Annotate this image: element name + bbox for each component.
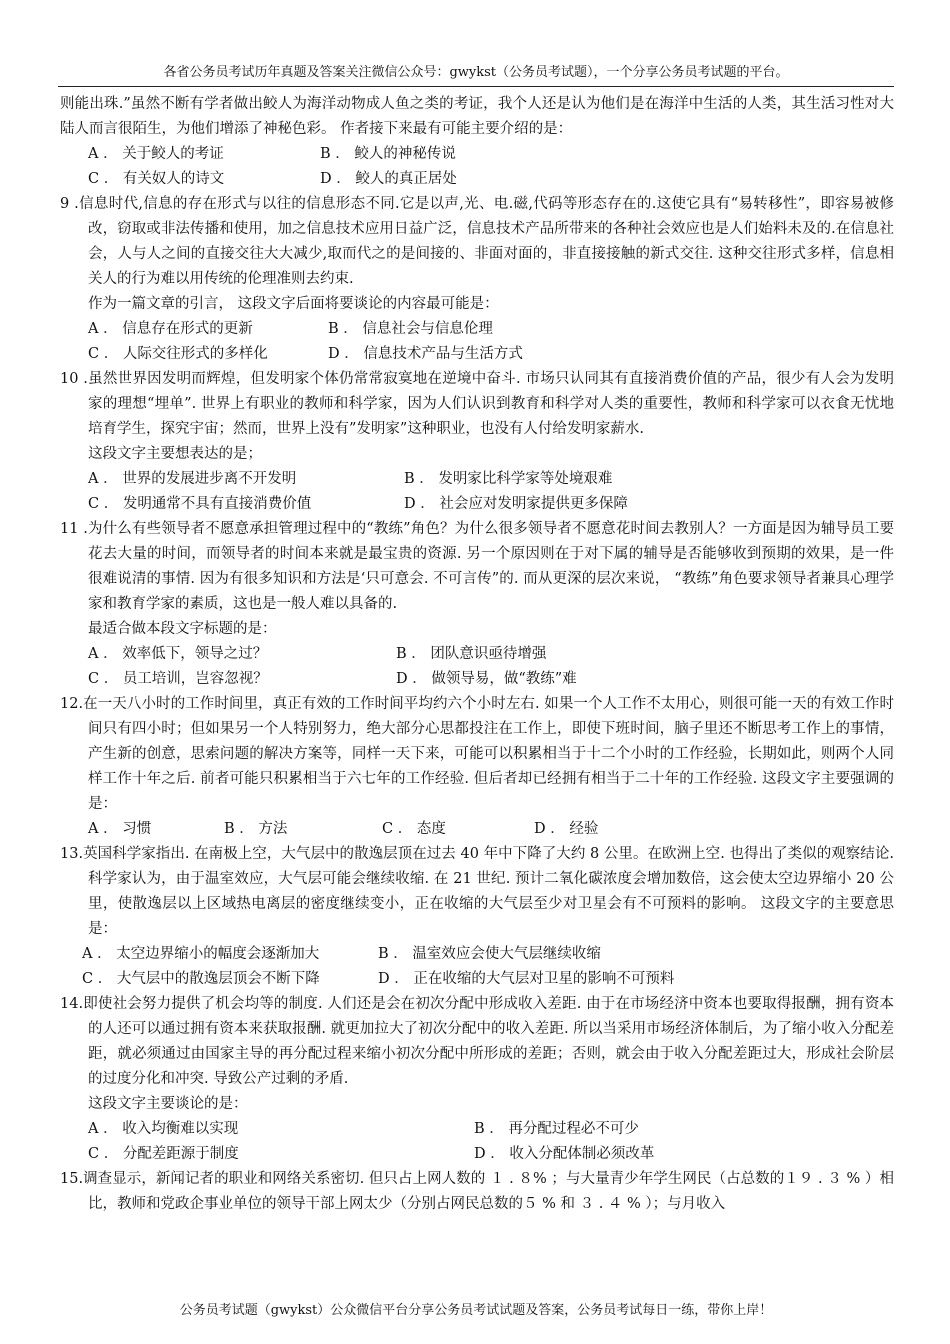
question-14 [60, 992, 894, 1167]
option-a: A ． 效率低下，领导之过？ [88, 646, 268, 662]
question-number: 12. [60, 696, 84, 712]
question-text: 为什么有些领导者不愿意承担管理过程中的“教练”角色？为什么很多领导者不愿意花时间去教别人？一方面是因为辅导员工要花去大量的时间，而领导者的时间本来就是最宝贵的资源. 另一个原因则在于对下属的辅导是否能够收到预期的效果，是一件很难说清的事情. 因为有很多知识和方法是‘只可意会. 不可言传”的. 而从更深的层次来说， “教练”角色要求领导者兼具心理学家和教育学家的素质，这也是一般人难以具备的. [87, 521, 894, 612]
option-row [88, 1142, 894, 1167]
question-13 [60, 842, 894, 992]
question-number: 10 . [60, 371, 88, 387]
option-b: B ． 发明家比科学家等处境艰难 [404, 471, 613, 487]
option-row [82, 967, 894, 992]
option-row [88, 817, 894, 842]
option-c: C ． 态度 [382, 821, 446, 837]
question-text: 信息时代,信息的存在形式与以往的信息形态不同.它是以声,光、电.磁,代码等形态存在的.这使它具有“易转移性”，即容易被修改，窃取或非法传播和使用，加之信息技术应用日益广泛，信息技术产品所带来的各种社会效应也是人们始料未及的.在信息社会，人与人之间的直接交往大大减少,取而代之的是间接的、非面对面的，非直接接触的新式交往. 这种交往形式多样，信息相关人的行为难以用传统的伦理准则去约束. [78, 196, 894, 287]
option-a: A ． 习惯 [88, 821, 152, 837]
option-c: C ． 分配差距源于制度 [88, 1146, 239, 1162]
question-text: 在一天八小时的工作时间里，真正有效的工作时间平均约六个小时左右. 如果一个人工作不太用心，则很可能一天的有效工作时间只有四小时；但如果另一个人特别努力，绝大部分心思都投注在工作上，即使下班时间，脑子里还不断思考工作上的事情，产生新的创意，思索问题的解决方案等，同样一天下来，可能可以积累相当于十二个小时的工作经验，长期如此，则两个人同样工作十年之后. 前者可能只积累相当于六七年的工作经验. 但后者却已经拥有相当于二十年的工作经验. 这段文字主要强调的是： [83, 696, 894, 812]
option-d: D ． 正在收缩的大气层对卫星的影响不可预料 [378, 971, 675, 987]
question-prompt: 作为一篇文章的引言， 这段文字后面将要谈论的内容最可能是： [88, 296, 499, 312]
option-a: A ． 世界的发展进步离不开发明 [88, 471, 297, 487]
question-10 [60, 367, 894, 517]
question-text: 调查显示，新闻记者的职业和网络关系密切. 但只占上网人数的 １ . ８% ；与大量青少年学生网民（占总数的１９ . ３ % ）相比，教师和党政企事业单位的领导干部上网太少（分别占网民总数的５ % 和 ３ . ４ % ）；与月收入 [83, 1171, 894, 1212]
option-d: D ． 信息技术产品与生活方式 [328, 346, 523, 362]
header-rule [58, 86, 894, 87]
option-b: B ． 信息社会与信息伦理 [328, 321, 493, 337]
option-b: B ． 方法 [224, 821, 288, 837]
option-row [88, 467, 894, 492]
question-prompt: 这段文字主要谈论的是： [88, 1096, 248, 1112]
option-row [82, 942, 894, 967]
page-header: 各省公务员考试历年真题及答案关注微信公众号：gwykst（公务员考试题），一个分享公务员考试题的平台。 [163, 65, 789, 80]
option-a: A ． 太空边界缩小的幅度会逐渐加大 [82, 946, 320, 962]
intro-text: 则能出珠.”虽然不断有学者做出鲛人为海洋动物成人鱼之类的考证，我个人还是认为他们是在海洋中生活的人类，其生活习性对大陆人而言很陌生，为他们增添了神秘色彩。 作者接下来最有可能主要介绍的是： [60, 96, 894, 137]
option-c: C ． 有关奴人的诗文 [88, 171, 225, 187]
question-12 [60, 692, 894, 842]
option-c: C ． 发明通常不具有直接消费价值 [88, 496, 312, 512]
option-row [88, 317, 894, 342]
question-number: 11 . [60, 521, 88, 537]
option-a: A ． 关于鲛人的考证 [88, 146, 224, 162]
option-b: B ． 再分配过程必不可少 [474, 1121, 639, 1137]
option-d: D ． 鲛人的真正居处 [320, 171, 457, 187]
option-c: C ． 员工培训，岂容忽视？ [88, 671, 268, 687]
question-9 [60, 192, 894, 367]
option-c: C ． 大气层中的散逸层顶会不断下降 [82, 971, 320, 987]
question-prompt: 最适合做本段文字标题的是： [88, 621, 277, 637]
option-row [88, 642, 894, 667]
option-row [88, 142, 894, 167]
document-content [60, 92, 894, 1217]
option-d: D ． 做领导易，做“教练”难 [396, 671, 577, 687]
intro-block [60, 92, 894, 192]
option-b: B ． 团队意识亟待增强 [396, 646, 547, 662]
option-a: A ． 信息存在形式的更新 [88, 321, 253, 337]
option-row [88, 667, 894, 692]
intro-options [60, 142, 894, 192]
option-a: A ． 收入均衡难以实现 [88, 1121, 239, 1137]
option-row [88, 167, 894, 192]
option-row [88, 492, 894, 517]
question-text: 英国科学家指出. 在南极上空，大气层中的散逸层顶在过去 40 年中下降了大约 8 公里。在欧洲上空. 也得出了类似的观察结论. 科学家认为，由于温室效应，大气层可能会继续收缩. 在 21 世纪. 预计二氧化碳浓度会增加数倍，这会使太空边界缩小 20 公里，使散逸层以上区域热电离层的密度继续变小，正在收缩的大气层至少对卫星会有不可预料的影响。 这段文字的主要意思是： [83, 846, 894, 937]
option-row [88, 1117, 894, 1142]
question-number: 13. [60, 846, 84, 862]
question-number: 9 . [60, 196, 79, 212]
question-11 [60, 517, 894, 692]
option-d: D ． 社会应对发明家提供更多保障 [404, 496, 628, 512]
question-text: 虽然世界因发明而辉煌，但发明家个体仍常常寂寞地在逆境中奋斗. 市场只认同其有直接消费价值的产品，很少有人会为发明家的理想“埋单”. 世界上有职业的教师和科学家，因为人们认识到教育和科学对人类的重要性，教师和科学家可以衣食无忧地培育学生，探究宇宙；然而，世界上没有”发明家”这种职业，也没有人付给发明家薪水. [87, 371, 894, 437]
question-15 [60, 1167, 894, 1217]
option-row [88, 342, 894, 367]
option-d: D ． 收入分配体制必须改革 [474, 1146, 655, 1162]
option-b: B ． 温室效应会使大气层继续收缩 [378, 946, 601, 962]
option-d: D ． 经验 [534, 821, 599, 837]
question-text: 即使社会努力提供了机会均等的制度. 人们还是会在初次分配中形成收入差距. 由于在市场经济中资本也要取得报酬，拥有资本的人还可以通过拥有资本来获取报酬. 就更加拉大了初次分配中的收入差距. 所以当采用市场经济体制后，为了缩小收入分配差距，就必须通过由国家主导的再分配过程来缩小初次分配中所形成的差距；否则，就会由于收入分配差距过大，形成社会阶层的过度分化和冲突. 导致公产过剩的矛盾. [83, 996, 894, 1087]
question-prompt: 这段文字主要想表达的是； [88, 446, 262, 462]
question-number: 15. [60, 1171, 84, 1187]
question-number: 14. [60, 996, 84, 1012]
option-c: C ． 人际交往形式的多样化 [88, 346, 268, 362]
option-b: B ． 鲛人的神秘传说 [320, 146, 456, 162]
page-footer: 公务员考试题（gwykst）公众微信平台分享公务员考试试题及答案，公务员考试每日一练，带你上岸！ [179, 1303, 773, 1318]
